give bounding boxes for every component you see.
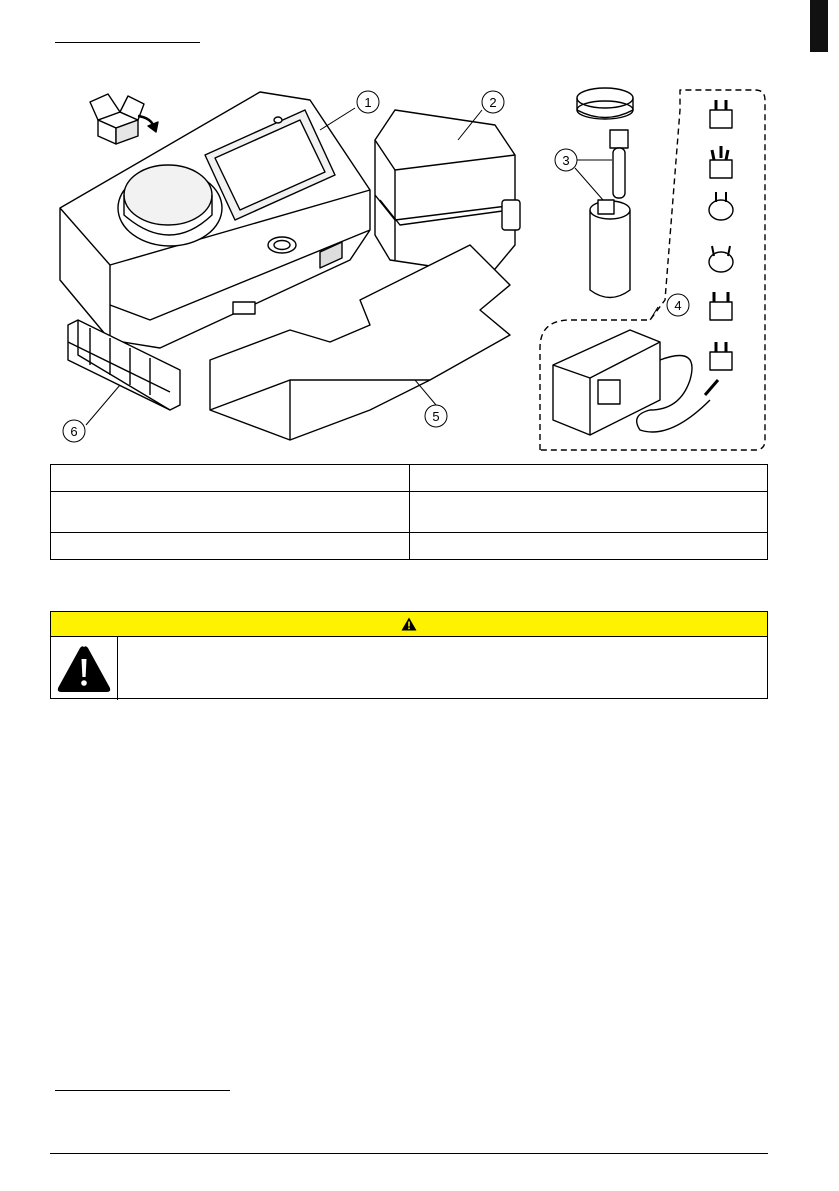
legend-cell bbox=[409, 465, 768, 492]
page-tab-marker bbox=[810, 0, 828, 52]
callout-2 bbox=[482, 91, 504, 113]
svg-text:2: 2 bbox=[489, 95, 497, 110]
callout-leader-6 bbox=[86, 385, 120, 425]
warning-header bbox=[51, 612, 767, 637]
legend-cell bbox=[51, 492, 410, 533]
warning-icon-cell bbox=[51, 637, 118, 700]
warning-triangle-icon bbox=[56, 644, 112, 694]
table-row bbox=[51, 533, 768, 560]
callout-leader-1 bbox=[320, 108, 355, 130]
callout-leader-3 bbox=[575, 160, 612, 200]
svg-text:5: 5 bbox=[432, 409, 440, 424]
components-illustration bbox=[50, 80, 775, 455]
callout-3 bbox=[555, 149, 577, 171]
legend-cell bbox=[51, 533, 410, 560]
callout-4 bbox=[667, 294, 689, 316]
power-supply-drawing bbox=[553, 100, 733, 435]
callout-6 bbox=[63, 420, 85, 442]
warning-triangle-icon bbox=[401, 617, 417, 631]
callout-leader-5 bbox=[415, 380, 436, 405]
callout-5 bbox=[425, 405, 447, 427]
callout-leader-4 bbox=[650, 307, 658, 320]
legend-cell bbox=[51, 465, 410, 492]
warning-body bbox=[51, 637, 767, 700]
table-row bbox=[51, 492, 768, 533]
legend-cell bbox=[409, 533, 768, 560]
product-components-figure bbox=[50, 80, 775, 455]
footnote-rule bbox=[55, 1090, 230, 1091]
svg-text:3: 3 bbox=[562, 153, 570, 168]
carrying-case-drawing bbox=[375, 110, 520, 275]
legend-cell bbox=[409, 492, 768, 533]
svg-text:4: 4 bbox=[674, 298, 682, 313]
svg-text:6: 6 bbox=[70, 424, 78, 439]
warning-text bbox=[118, 637, 767, 700]
table-row bbox=[51, 465, 768, 492]
sample-cell-drawing bbox=[577, 88, 633, 298]
callout-1 bbox=[357, 91, 379, 113]
warning-box bbox=[50, 611, 768, 699]
svg-text:1: 1 bbox=[364, 95, 372, 110]
unpack-box-icon bbox=[90, 94, 158, 144]
figure-legend-table bbox=[50, 464, 768, 560]
footer-rule bbox=[50, 1153, 768, 1154]
header-rule bbox=[55, 42, 200, 43]
plug-adapter-set bbox=[709, 100, 733, 370]
